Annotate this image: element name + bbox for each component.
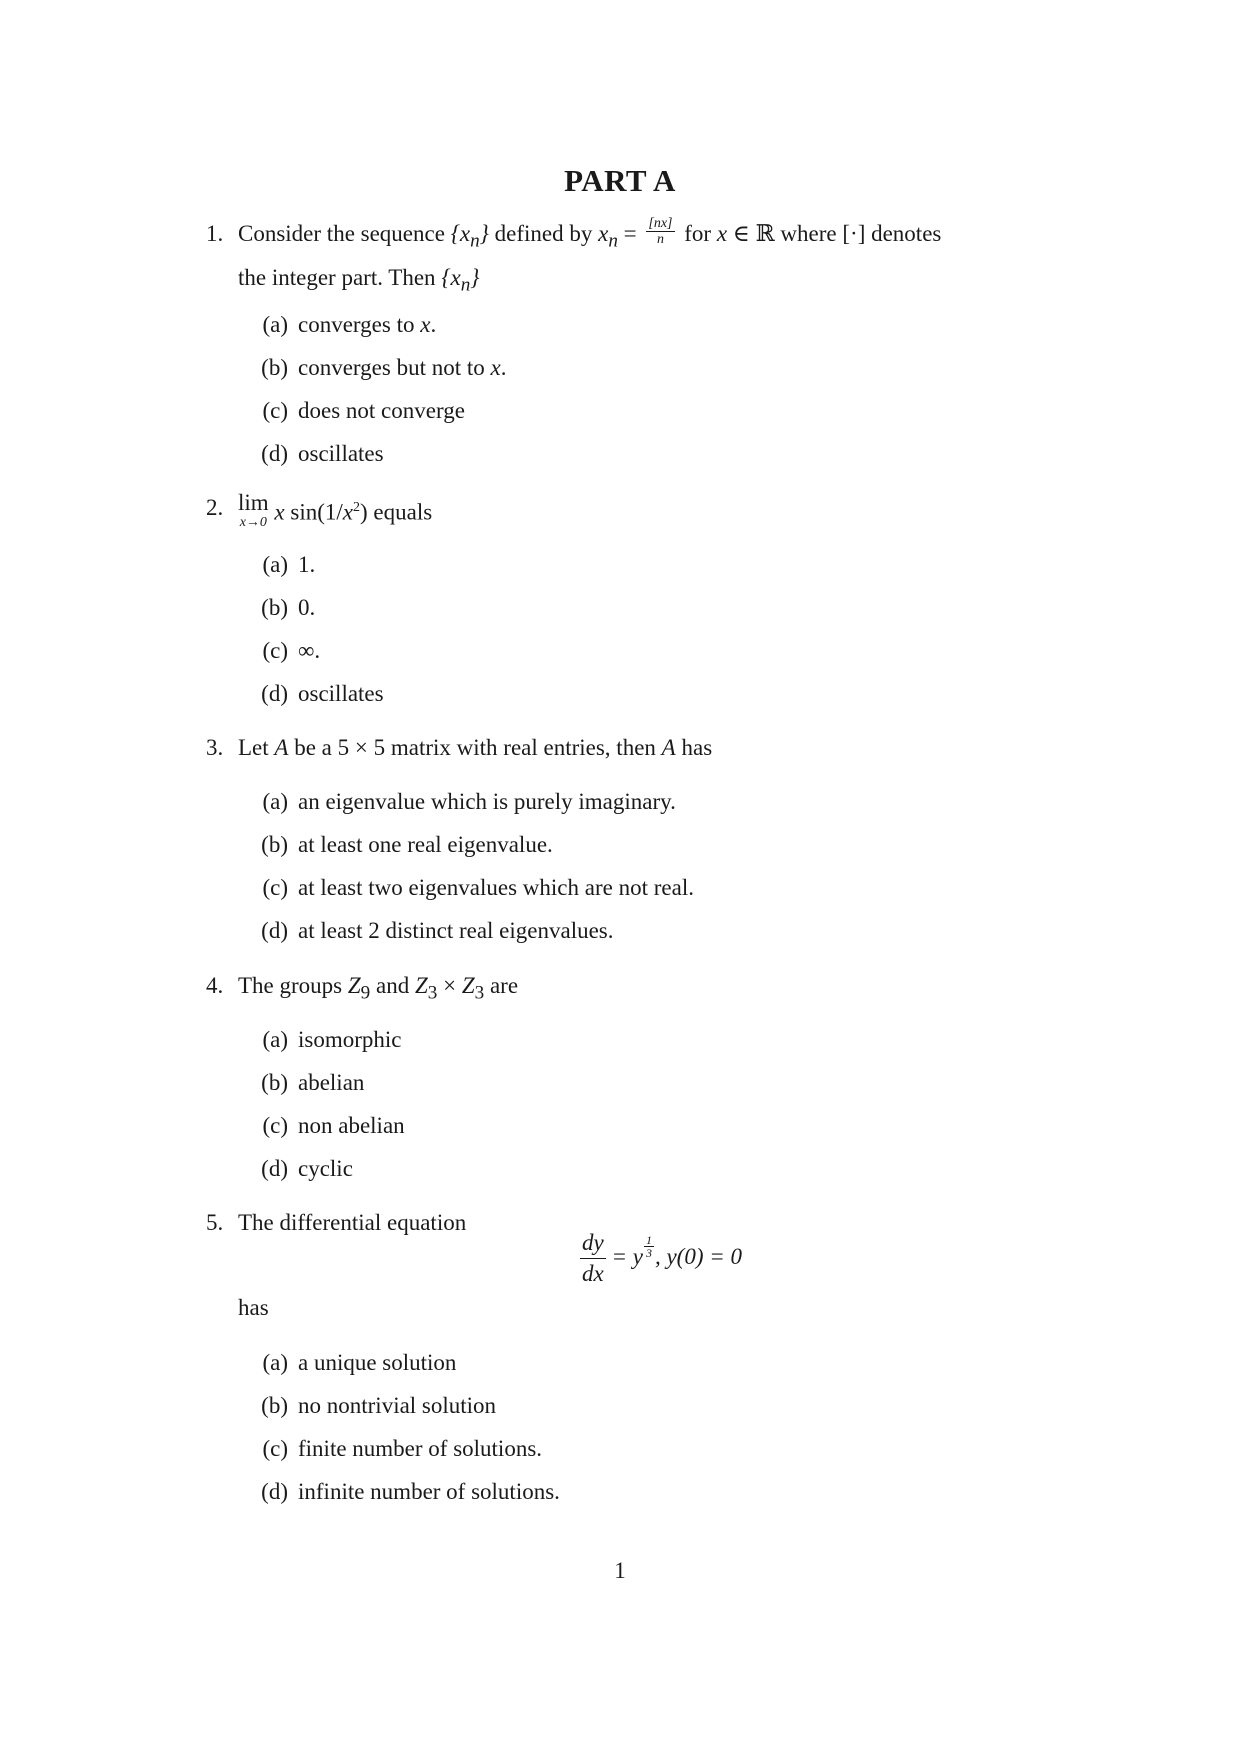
question-text: Consider the sequence $\{x_n\}$ defined by $x_n$ = $\frac{[nx]}{n}$ for x ∈ ℝ where [·] denotes (238, 216, 942, 252)
option-4d: (d) cyclic (261, 1156, 353, 1181)
option-2b: (b) 0. (261, 595, 316, 620)
option-3c: (c) at least two eigenvalues which are not real. (262, 875, 694, 900)
option-2c: (c) ∞. (262, 638, 321, 663)
option-1a: (a) converges to x. (262, 312, 437, 337)
option-4b: (b) abelian (261, 1070, 365, 1095)
option-2a: (a) 1. (262, 552, 316, 577)
question-text-line2: the integer part. Then $\{x_n\}$ (238, 264, 480, 296)
option-3d: (d) at least 2 distinct real eigenvalues. (261, 918, 614, 943)
option-1b: (b) converges but not to x. (261, 355, 507, 380)
question-text: lim x→0 x $\sin(1/x^2)$ equals (238, 490, 433, 530)
option-4a: (a) isomorphic (262, 1027, 402, 1052)
question-number: 5. (206, 1210, 224, 1235)
option-1c: (c) does not converge (262, 398, 465, 423)
question-number: 1. (206, 221, 224, 246)
question-number: 3. (206, 735, 224, 760)
question-text: Let A be a 5 × 5 matrix with real entries, then A has (238, 735, 713, 760)
option-5d: (d) infinite number of solutions. (261, 1479, 560, 1504)
question-2 (206, 490, 1098, 531)
limit-expression: lim x→0 (238, 490, 269, 530)
option-3b: (b) at least one real eigenvalue. (261, 832, 553, 857)
question-5-continued: has (238, 1295, 269, 1320)
option-5b: (b) no nontrivial solution (261, 1393, 497, 1418)
question-3 (206, 730, 1098, 766)
differential-equation: $\frac{dy}{dx}$ = y $\frac{1}{3}$ , y(0) = 0 (582, 1230, 743, 1286)
option-4c: (c) non abelian (262, 1113, 405, 1138)
question-1 (206, 216, 1098, 303)
page-title: PART A (564, 163, 676, 198)
page-number: 1 (614, 1558, 626, 1583)
question-text: The groups $Z_9$ and $Z_3 \times Z_3$ are (238, 973, 519, 1004)
question-text: The differential equation (238, 1210, 467, 1235)
option-1d: (d) oscillates (261, 441, 384, 466)
option-2d: (d) oscillates (261, 681, 384, 706)
fraction: $\frac{[nx]}{n}$ (648, 216, 673, 248)
option-5a: (a) a unique solution (262, 1350, 457, 1375)
option-3a: (a) an eigenvalue which is purely imaginary. (262, 789, 676, 814)
question-4 (206, 968, 1098, 1012)
option-5c: (c) finite number of solutions. (262, 1436, 543, 1461)
question-number: 4. (206, 973, 224, 998)
question-number: 2. (206, 495, 224, 520)
